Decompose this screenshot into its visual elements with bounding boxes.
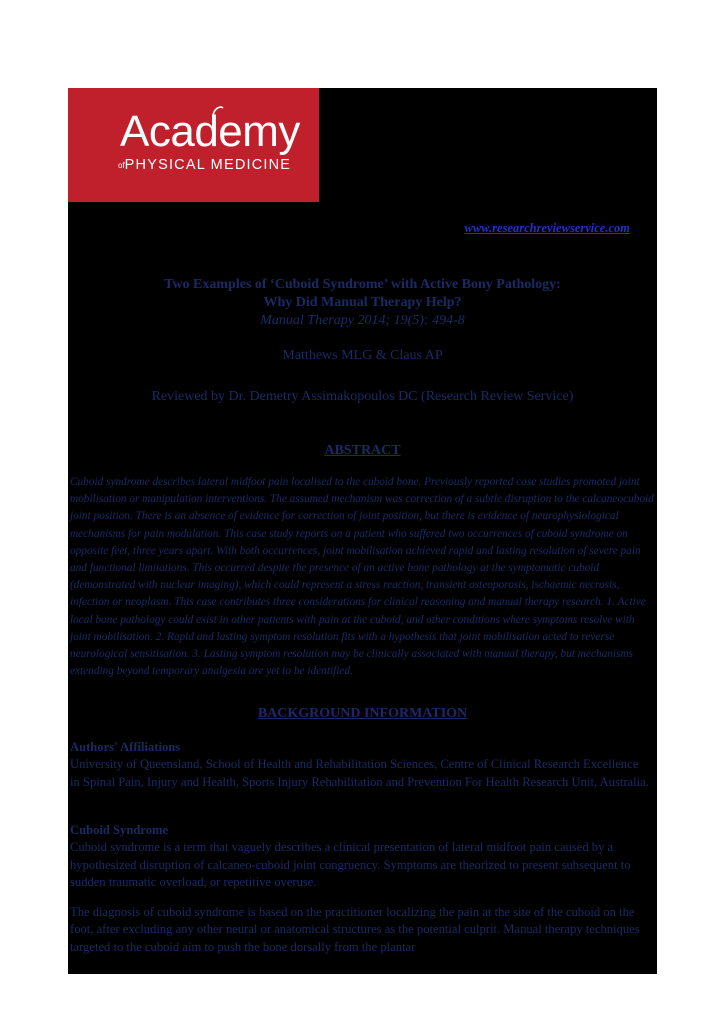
affiliations-heading: Authors' Affiliations <box>70 740 181 754</box>
authors: Matthews MLG & Claus AP <box>282 348 443 363</box>
document-page <box>68 88 657 974</box>
title-line-2: Why Did Manual Therapy Help? <box>263 295 462 310</box>
academy-logo <box>68 88 319 202</box>
cuboid-text: Cuboid syndrome is a term that vaguely describes a clinical presentation of lateral midfoot pain caused by a hypothesized disruption of calcaneo-cuboid joint congruency. Symptoms are theorized to present subsequent to sudden traumatic overload, or repetitive overuse. <box>70 840 631 889</box>
background-heading: BACKGROUND INFORMATION <box>257 706 468 721</box>
logo-subtitle <box>118 157 291 173</box>
affiliations-text: University of Queensland, School of Health and Rehabilitation Sciences, Centre of Clinical Research Excellence in Spinal Pain, Injury and Health, Sports Injury Rehabilitation and Prevention For Health Research Unit, Australia. <box>70 757 649 789</box>
cuboid-heading: Cuboid Syndrome <box>70 823 169 837</box>
diagnosis-section <box>70 904 650 956</box>
diagnosis-text: The diagnosis of cuboid syndrome is based on the practitioner localizing the pain at the site of the cuboid on the foot, after excluding any other neural or anatomical structures as the potential culprit. Manual therapy techniques targeted to the cuboid aim to push the bone dorsally from the plantar <box>70 905 640 954</box>
logo-subtitle-prefix: of <box>118 161 125 170</box>
reviewer: Reviewed by Dr. Demetry Assimakopoulos DC (Research Review Service) <box>151 389 574 404</box>
website-link[interactable]: www.researchreviewservice.com <box>464 221 630 235</box>
abstract-heading: ABSTRACT <box>324 443 401 458</box>
title-line-1: Two Examples of ‘Cuboid Syndrome’ with Active Bony Pathology: <box>164 277 561 292</box>
cuboid-section <box>70 822 650 891</box>
logo-wordmark: Academy <box>120 107 300 156</box>
logo-subtitle-text: PHYSICAL MEDICINE <box>124 157 292 173</box>
affiliations-section <box>70 739 650 791</box>
article-title <box>68 276 657 312</box>
citation: Manual Therapy 2014; 19(5): 494-8 <box>260 313 465 328</box>
abstract-text: Cuboid syndrome describes lateral midfoot pain localised to the cuboid bone. Previously reported case studies promoted joint mobilisation or manipulation interventions. The assumed mechanism was correction of a subtle disruption to the calcaneocuboid joint position. There is an absence of evidence for correction of joint position, but there is evidence of neurophysiological mechanisms for pain modulation. This case study reports on a patient who suffered two occurrences of cuboid syndrome on opposite feet, three years apart. With both occurrences, joint mobilisation achieved rapid and lasting resolution of severe pain and functional limitations. This occurred despite the presence of an active bone pathology at the symptomatic cuboid (demonstrated with nuclear imaging), which could represent a stress reaction, transient osteoporosis, ischaemic necrosis, infection or neoplasm. This case contributes three considerations for clinical reasoning and manual therapy research. 1. Active local bone pathology could exist in other patients with pain at the cuboid, and other conditions where symptoms resolve with joint mobilisation. 2. Rapid and lasting symptom resolution fits with a hypothesis that joint mobilisation acted to reverse neurological sensitisation. 3. Lasting symptom resolution may be clinically associated with manual therapy, but mechanisms extending beyond temporary analgesia are yet to be identified. <box>70 476 654 678</box>
